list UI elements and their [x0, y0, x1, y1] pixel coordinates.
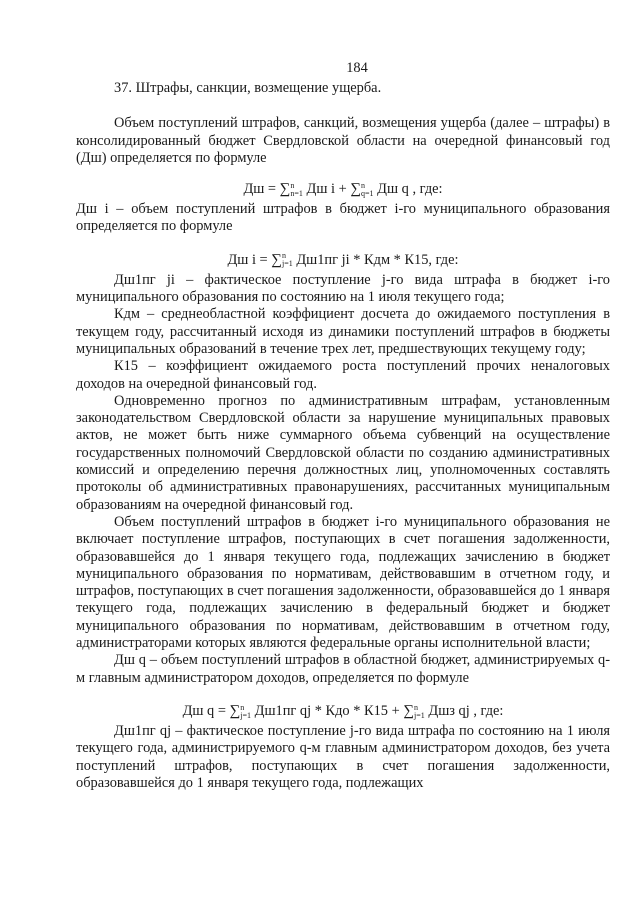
- sum-limits: n j=1: [282, 251, 293, 269]
- section-heading: 37. Штрафы, санкции, возмещение ущерба.: [114, 80, 382, 96]
- formula-term: Дш1пг qj * Кдо * К15 +: [254, 702, 400, 719]
- paragraph-definition-dsh-i: Дш i – объем поступлений штрафов в бюджет i-го муниципального образования определяется по формуле: [76, 201, 610, 235]
- formula-lhs: Дш =: [243, 181, 277, 198]
- paragraph-admin-fines: Одновременно прогноз по административным штрафам, установленным законодательством Свердловской области за нарушение муниципальных правовых актов, не может быть ниже суммарного объема субвенций на осуществление государственных полномочий Свердловской области по созданию административных комиссий и определению перечня должностных лиц, уполномоченных составлять протоколы об административных правонарушениях, рассчитанных муниципальным образованиям на очередной финансовый год.: [76, 392, 610, 513]
- sum-limits: n n=1: [290, 180, 303, 198]
- paragraph-definition-dsh1pg-qj: Дш1пг qj – фактическое поступление j-го вида штрафа по состоянию на 1 июля текущего года, администрируемого q-м главным администратором доходов, без учета поступлений штрафов, поступающих в счет погашения задолженности, образовавшейся до 1 января текущего года, подлежащих: [76, 722, 610, 791]
- paragraph-intro: Объем поступлений штрафов, санкций, возмещения ущерба (далее – штрафы) в консолидированный бюджет Свердловской области на очередной финансовый год (Дш) определяется по формуле: [76, 115, 610, 166]
- sum-symbol: ∑: [350, 181, 362, 198]
- formula-term: Дш i +: [306, 181, 347, 198]
- paragraph-definition-k15: К15 – коэффициент ожидаемого роста поступлений прочих неналоговых доходов на очередной финансовый год.: [76, 358, 610, 392]
- formula-term: Дшз qj , где:: [428, 702, 504, 719]
- sum-symbol: ∑: [271, 251, 282, 268]
- sum-limits: n j=1: [414, 702, 425, 720]
- formula-lhs: Дш i =: [227, 251, 268, 268]
- sum-symbol: ∑: [229, 702, 241, 719]
- sum-symbol: ∑: [279, 181, 291, 198]
- sum-symbol: ∑: [403, 702, 415, 719]
- formula-term: Дш1пг ji * Кдм * К15, где:: [296, 251, 459, 268]
- formula-total-fines: [76, 179, 610, 199]
- page-number: 184: [346, 60, 368, 76]
- formula-municipal-fines: [76, 250, 610, 270]
- paragraph-definition-dsh-q: Дш q – объем поступлений штрафов в областной бюджет, администрируемых q-м главным администратором доходов, определяется по формуле: [76, 652, 610, 686]
- paragraph-definition-dsh1pg-ji: Дш1пг ji – фактическое поступление j-го вида штрафа в бюджет i-го муниципального образования по состоянию на 1 июля текущего года;: [76, 271, 610, 306]
- sum-limits: n j=1: [240, 702, 252, 720]
- paragraph-exclusions: Объем поступлений штрафов в бюджет i-го муниципального образования не включает поступление штрафов, поступающих в счет погашения задолженности, образовавшейся до 1 января текущего года, подлежащих зачислению в бюджет муниципального образования по нормативам, действовавшим в отчетном году, и штрафов, поступающих в счет погашения задолженности, образовавшейся до 1 января текущего года, подлежащих зачислению в федеральный бюджет и бюджет муниципального образования по нормативам, действовавшим в отчетном году, администраторами которых являются федеральные органы исполнительной власти;: [76, 513, 611, 652]
- formula-regional-fines: [76, 701, 610, 721]
- formula-lhs: Дш q =: [182, 702, 226, 719]
- formula-term: Дш q , где:: [377, 181, 443, 198]
- document-page: [76, 58, 610, 792]
- sum-limits: n q=1: [361, 180, 374, 198]
- paragraph-definition-kdm: Кдм – среднеобластной коэффициент досчета до ожидаемого поступления в текущем году, рассчитанный исходя из динамики поступлений штрафов в бюджеты муниципальных образований в течение трех лет, предшествующих текущему году;: [76, 306, 610, 357]
